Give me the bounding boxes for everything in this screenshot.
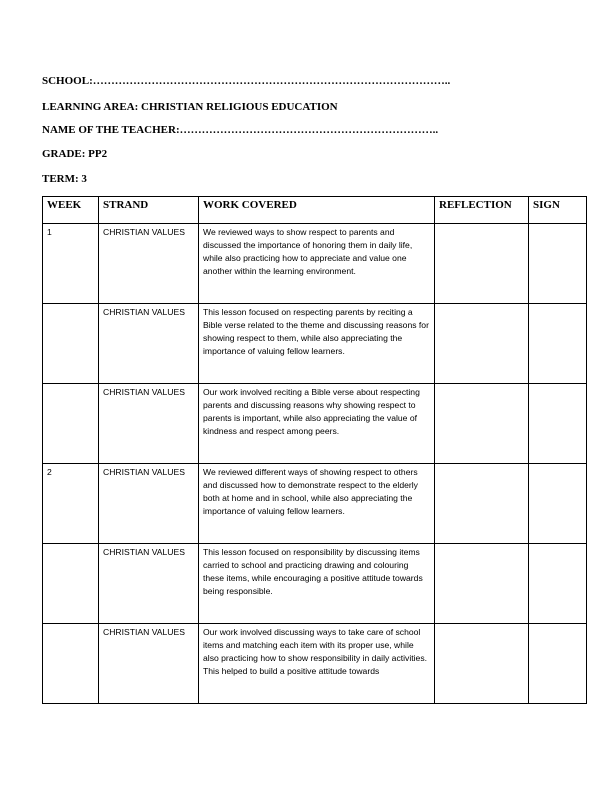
learning-area-field: LEARNING AREA: CHRISTIAN RELIGIOUS EDUCATION: [42, 101, 338, 113]
week-cell: 1: [43, 224, 99, 304]
grade-field: GRADE: PP2: [42, 148, 108, 160]
teacher-name-field: NAME OF THE TEACHER:……………………………………………………………..: [42, 124, 439, 136]
table-header-row: [43, 197, 587, 224]
week-cell: [43, 384, 99, 464]
table-row: [43, 384, 587, 464]
week-cell: [43, 544, 99, 624]
strand-cell: CHRISTIAN VALUES: [99, 384, 199, 464]
strand-cell: CHRISTIAN VALUES: [99, 624, 199, 704]
work-covered-table: [42, 196, 587, 704]
work-covered-cell: Our work involved discussing ways to take care of school items and matching each item with its proper use, while also practicing how to show responsibility in daily activities. This helped to build a positive attitude towards: [199, 624, 435, 704]
sign-cell: [529, 544, 587, 624]
work-covered-cell: This lesson focused on responsibility by discussing items carried to school and practicing drawing and colouring these items, while encouraging a positive attitude towards being responsible.: [199, 544, 435, 624]
week-cell: [43, 304, 99, 384]
reflection-cell: [435, 224, 529, 304]
table-row: [43, 464, 587, 544]
work-covered-cell: This lesson focused on respecting parents by reciting a Bible verse related to the theme and discussing reasons for showing respect to them, while also appreciating the importance of valuing fellow learners.: [199, 304, 435, 384]
term-field: TERM: 3: [42, 173, 87, 185]
week-cell: 2: [43, 464, 99, 544]
work-covered-cell: Our work involved reciting a Bible verse about respecting parents and discussing reasons why showing respect to parents is important, while also appreciating the value of kindness and respect among peers.: [199, 384, 435, 464]
strand-cell: CHRISTIAN VALUES: [99, 464, 199, 544]
reflection-cell: [435, 544, 529, 624]
sign-cell: [529, 304, 587, 384]
column-header-work-covered: WORK COVERED: [199, 197, 435, 224]
column-header-reflection: REFLECTION: [435, 197, 529, 224]
reflection-cell: [435, 624, 529, 704]
strand-cell: CHRISTIAN VALUES: [99, 544, 199, 624]
work-covered-cell: We reviewed different ways of showing respect to others and discussed how to demonstrate respect to the elderly both at home and in school, while also appreciating the importance of valuing fellow learners.: [199, 464, 435, 544]
strand-cell: CHRISTIAN VALUES: [99, 304, 199, 384]
week-cell: [43, 624, 99, 704]
sign-cell: [529, 464, 587, 544]
column-header-strand: STRAND: [99, 197, 199, 224]
column-header-sign: SIGN: [529, 197, 587, 224]
strand-cell: CHRISTIAN VALUES: [99, 224, 199, 304]
reflection-cell: [435, 304, 529, 384]
table-row: [43, 304, 587, 384]
work-covered-cell: We reviewed ways to show respect to parents and discussed the importance of honoring them in daily life, while also practicing how to appreciate and value one another within the learning environment.: [199, 224, 435, 304]
sign-cell: [529, 224, 587, 304]
school-field: SCHOOL:……………………………………………………………………………………..: [42, 75, 451, 87]
table-row: [43, 224, 587, 304]
table-row: [43, 624, 587, 704]
reflection-cell: [435, 384, 529, 464]
column-header-week: WEEK: [43, 197, 99, 224]
sign-cell: [529, 624, 587, 704]
table-row: [43, 544, 587, 624]
reflection-cell: [435, 464, 529, 544]
sign-cell: [529, 384, 587, 464]
